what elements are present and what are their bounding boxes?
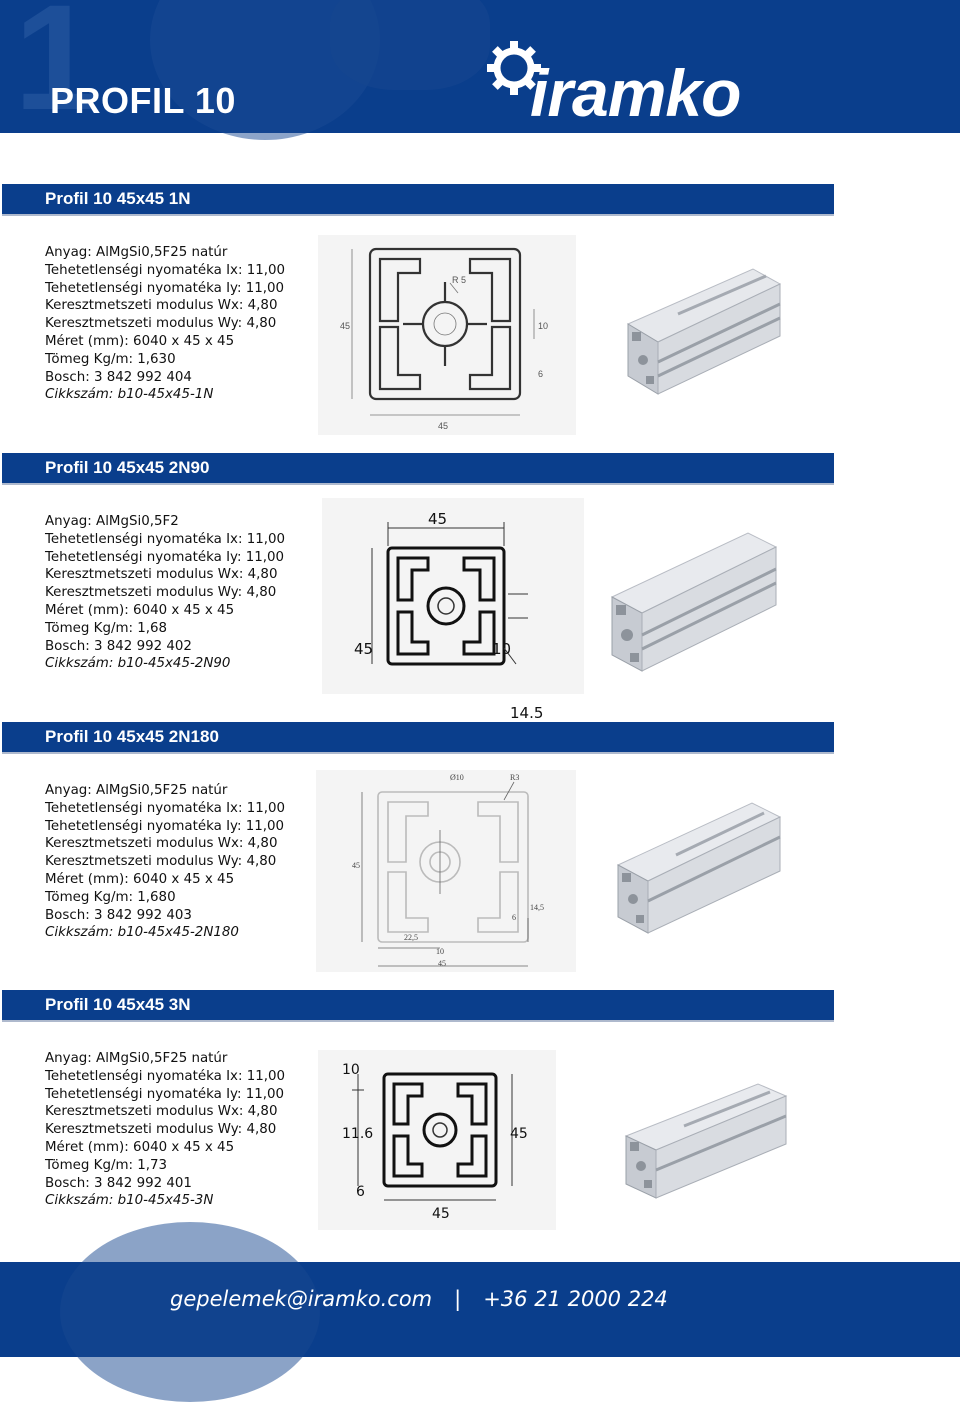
spec-ix: Tehetetlenségi nyomatéka Ix: 11,00 (45, 800, 286, 816)
spec-wy: Keresztmetszeti modulus Wy: 4,80 (45, 1122, 277, 1138)
dim-label: 11.6 (342, 1126, 374, 1142)
header-decoration: 1 (14, 0, 98, 141)
spec-size: Méret (mm): 6040 x 45 x 45 (45, 871, 235, 887)
profile-3d-render (620, 1080, 790, 1202)
spec-bosch: Bosch: 3 842 992 404 (45, 369, 192, 385)
profile-section-2N90 (0, 453, 960, 722)
logo-text: iramko (530, 56, 741, 130)
spec-iy: Tehetetlenségi nyomatéka Iy: 11,00 (45, 280, 285, 296)
dim-label: 10 (342, 1062, 360, 1078)
spec-bosch: Bosch: 3 842 992 402 (45, 638, 192, 654)
dim-label: 45 (432, 1206, 450, 1222)
profile-3d-render (612, 797, 784, 937)
section-title-bar (2, 722, 834, 754)
section-title-bar (2, 990, 834, 1022)
spec-wx: Keresztmetszeti modulus Wx: 4,80 (45, 836, 278, 852)
dim-label: 14,5 (530, 903, 544, 912)
footer-decoration-shape (60, 1222, 320, 1402)
dim-label: 45 (352, 861, 360, 870)
dim-label: 6 (356, 1184, 365, 1200)
spec-iy: Tehetetlenségi nyomatéka Iy: 11,00 (45, 549, 285, 565)
spec-wx: Keresztmetszeti modulus Wx: 4,80 (45, 1104, 278, 1120)
spec-material: Anyag: AlMgSi0,5F25 natúr (45, 783, 228, 798)
spec-wy: Keresztmetszeti modulus Wy: 4,80 (45, 316, 277, 332)
spec-list (45, 782, 285, 942)
profile-3d-render (608, 525, 780, 675)
section-title-bar (2, 453, 834, 485)
dim-label: 45 (428, 510, 448, 528)
dim-label: 6 (512, 913, 516, 922)
spec-weight: Tömeg Kg/m: 1,73 (45, 1157, 168, 1173)
iramko-logo (490, 30, 810, 130)
dim-label: 45 (340, 321, 351, 331)
contact-phone[interactable]: +36 21 2000 224 (483, 1287, 668, 1311)
spec-wy: Keresztmetszeti modulus Wy: 4,80 (45, 854, 277, 870)
spec-bosch: Bosch: 3 842 992 403 (45, 907, 192, 923)
page-header (0, 0, 960, 141)
spec-ix: Tehetetlenségi nyomatéka Ix: 11,00 (45, 1068, 286, 1084)
dim-label: R3 (510, 773, 520, 782)
spec-iy: Tehetetlenségi nyomatéka Iy: 11,00 (45, 818, 285, 834)
contact-separator: | (454, 1287, 462, 1311)
cross-section-drawing (316, 770, 576, 972)
spec-ix: Tehetetlenségi nyomatéka Ix: 11,00 (45, 531, 286, 547)
header-decoration-shape (330, 0, 490, 90)
dim-label: 10 (538, 321, 549, 331)
spec-item-code: Cikkszám: b10-45x45-1N (45, 387, 214, 403)
spec-item-code: Cikkszám: b10-45x45-2N180 (45, 925, 239, 941)
section-title-bar (2, 184, 834, 216)
dim-label: 45 (438, 959, 446, 968)
spec-weight: Tömeg Kg/m: 1,680 (45, 889, 176, 905)
profile-section-2N180 (0, 722, 960, 982)
spec-size: Méret (mm): 6040 x 45 x 45 (45, 333, 235, 349)
spec-bosch: Bosch: 3 842 992 401 (45, 1175, 192, 1191)
dim-label: 45 (354, 640, 374, 658)
spec-item-code: Cikkszám: b10-45x45-2N90 (45, 656, 231, 672)
dim-label: R 5 (452, 275, 467, 285)
dim-label: 14.5 (510, 704, 544, 722)
profile-3d-render (618, 264, 788, 399)
spec-material: Anyag: AlMgSi0,5F25 natúr (45, 1051, 228, 1066)
page-footer (0, 1262, 960, 1357)
dim-label: 22,5 (404, 933, 418, 942)
dim-label: Ø10 (450, 773, 464, 782)
spec-material: Anyag: AlMgSi0,5F25 natúr (45, 245, 228, 260)
section-title: Profil 10 45x45 2N180 (45, 727, 219, 746)
section-title: Profil 10 45x45 2N90 (45, 458, 210, 477)
profile-section-1N (0, 184, 960, 444)
dim-label: 45 (510, 1126, 528, 1142)
page-title: PROFIL 10 (50, 80, 236, 121)
section-title: Profil 10 45x45 1N (45, 189, 191, 208)
spec-item-code: Cikkszám: b10-45x45-3N (45, 1193, 214, 1209)
dim-label: 10 (436, 947, 444, 956)
spec-list (45, 513, 285, 673)
spec-wx: Keresztmetszeti modulus Wx: 4,80 (45, 298, 278, 314)
spec-wy: Keresztmetszeti modulus Wy: 4,80 (45, 585, 277, 601)
spec-weight: Tömeg Kg/m: 1,630 (45, 351, 176, 367)
dim-label: 45 (438, 421, 449, 431)
contact-line (170, 1287, 668, 1311)
dim-label: 6 (538, 369, 544, 379)
spec-list (45, 244, 285, 404)
cross-section-drawing (318, 1050, 556, 1230)
spec-wx: Keresztmetszeti modulus Wx: 4,80 (45, 567, 278, 583)
spec-size: Méret (mm): 6040 x 45 x 45 (45, 602, 235, 618)
spec-list (45, 1050, 285, 1210)
cross-section-drawing (322, 498, 584, 722)
spec-size: Méret (mm): 6040 x 45 x 45 (45, 1139, 235, 1155)
dim-label: 10 (492, 640, 512, 658)
profile-section-3N (0, 990, 960, 1252)
section-title: Profil 10 45x45 3N (45, 995, 191, 1014)
cross-section-drawing (318, 235, 576, 435)
spec-iy: Tehetetlenségi nyomatéka Iy: 11,00 (45, 1086, 285, 1102)
spec-material: Anyag: AlMgSi0,5F2 (45, 514, 179, 529)
spec-ix: Tehetetlenségi nyomatéka Ix: 11,00 (45, 262, 286, 278)
contact-email[interactable]: gepelemek@iramko.com (170, 1287, 433, 1311)
spec-weight: Tömeg Kg/m: 1,68 (45, 620, 168, 636)
